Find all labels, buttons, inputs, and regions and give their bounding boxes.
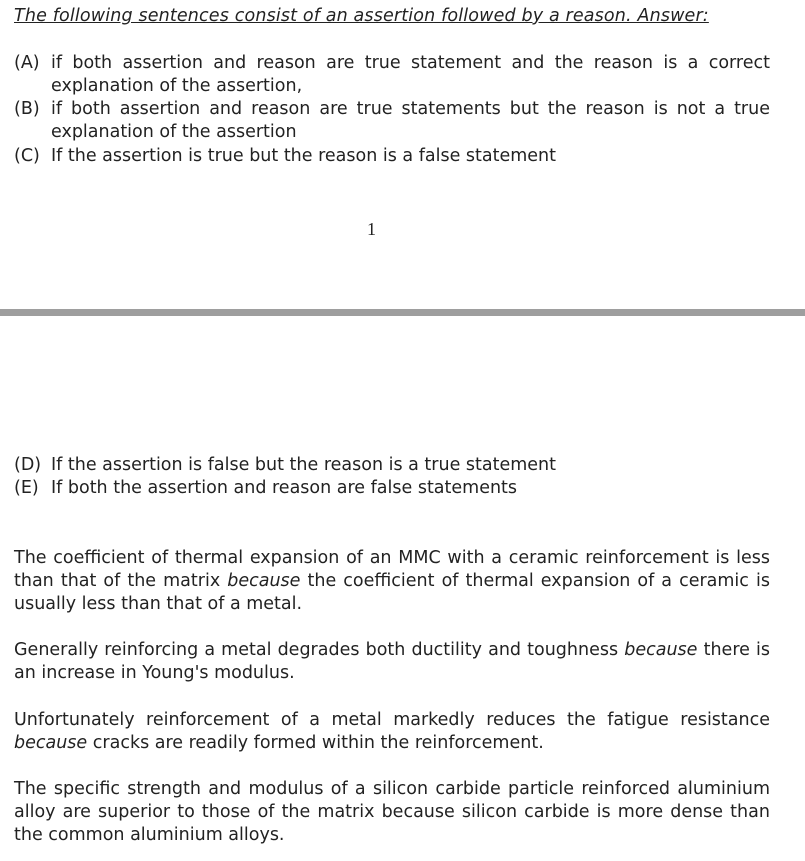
option-text: If both the assertion and reason are false statements	[51, 478, 518, 498]
reason-text: cracks are readily formed within the reinforcement.	[92, 733, 544, 753]
assertion-text: The coefficient of thermal expansion of an MMC with a ceramic reinforcement is less than that of the matrix	[14, 548, 770, 591]
connector-word: because	[381, 802, 455, 822]
option-key: (E)	[14, 478, 39, 498]
option-b	[14, 98, 770, 144]
statement-paragraph	[14, 778, 770, 847]
statement-paragraph	[14, 709, 770, 755]
connector-word: because	[227, 571, 301, 591]
option-c	[14, 145, 770, 168]
option-text: if both assertion and reason are true statements but the reason is not a true explanation of the assertion	[51, 99, 770, 142]
option-text: if both assertion and reason are true statement and the reason is a correct explanation of the assertion,	[51, 53, 770, 96]
option-key: (B)	[14, 99, 40, 119]
instructions-heading: The following sentences consist of an assertion followed by a reason. Answer:	[14, 6, 709, 26]
connector-word: because	[14, 733, 88, 753]
statement-paragraph	[14, 639, 770, 685]
option-d	[14, 454, 770, 477]
assertion-text: The specific strength and modulus of a silicon carbide particle reinforced aluminium alloy are superior to those of the matrix	[14, 779, 770, 822]
document-page-1	[0, 0, 805, 309]
option-key: (D)	[14, 455, 42, 475]
option-e	[14, 477, 770, 500]
reason-text: silicon carbide is more dense than the common aluminium alloys.	[14, 802, 770, 845]
assertion-text: Unfortunately reinforcement of a metal markedly reduces the fatigue resistance	[14, 710, 770, 730]
page-break-divider	[0, 309, 805, 316]
assertion-text: Generally reinforcing a metal degrades both ductility and toughness	[14, 640, 619, 660]
option-key: (C)	[14, 146, 40, 166]
option-text: If the assertion is true but the reason is a false statement	[51, 146, 556, 166]
reason-text: there is an increase in Young's modulus.	[14, 640, 770, 683]
option-key: (A)	[14, 53, 40, 73]
connector-word: because	[624, 640, 698, 660]
statement-paragraph	[14, 547, 770, 616]
page-number: 1	[367, 219, 376, 239]
reason-text: the coefficient of thermal expansion of a ceramic is usually less than that of a metal.	[14, 571, 770, 614]
option-a	[14, 52, 770, 98]
option-text: If the assertion is false but the reason is a true statement	[51, 455, 556, 475]
